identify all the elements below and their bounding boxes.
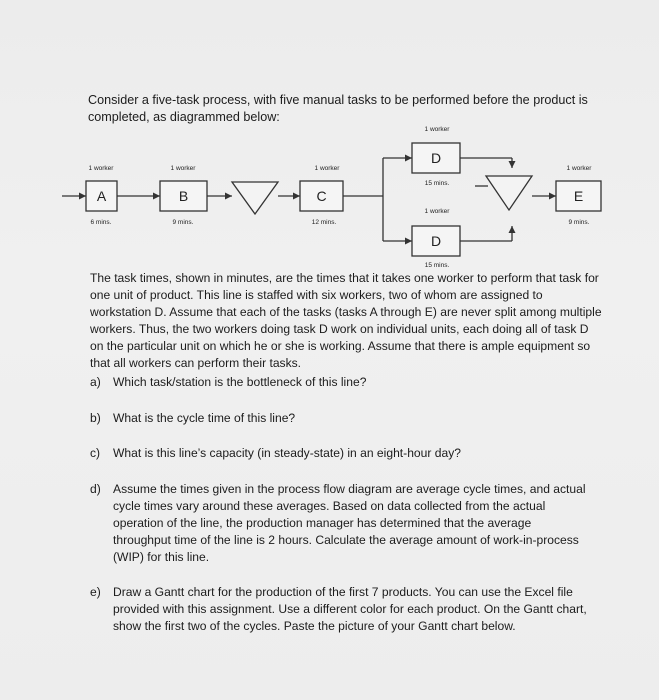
intro-text: Consider a five-task process, with five manual tasks to be performed before the product is completed, as diagrammed below: <box>88 93 588 124</box>
arrowhead-merge-bottom <box>509 226 516 233</box>
question-d-label: d) <box>90 482 101 496</box>
question-d <box>90 481 590 566</box>
question-d-text: Assume the times given in the process flow diagram are average cycle times, and actual cycle times vary around these averages. Based on data collected from the actual operation of the line, the production manager has determined that the average throughput time of the line is 2 hours. Calculate the average amount of work-in-process (WIP) for this line. <box>113 482 586 564</box>
workers-e: 1 worker <box>566 165 592 172</box>
question-a-label: a) <box>90 375 101 389</box>
problem-paragraph: The task times, shown in minutes, are the times that it takes one worker to perform that task for one unit of product. This line is staffed with six workers, two of whom are assigned to workstation D. Assume that each of the tasks (tasks A through E) are never split among multiple workers. Thus, the two workers doing task D work on individual units, each doing all of task D on the particular unit on which he or she is working. Assume that there is ample equipment so that all workers can perform their tasks. <box>90 271 602 370</box>
arrowhead-d-top <box>405 155 412 162</box>
arrowhead-inv1 <box>225 193 232 200</box>
arrowhead-b <box>153 193 160 200</box>
workers-b: 1 worker <box>170 165 196 172</box>
task-label-d-bottom: D <box>430 233 442 249</box>
question-b-text: What is the cycle time of this line? <box>113 411 296 425</box>
question-a-text: Which task/station is the bottleneck of this line? <box>113 375 367 389</box>
workers-c: 1 worker <box>314 165 340 172</box>
time-b: 9 mins. <box>172 219 194 226</box>
question-e <box>90 584 590 635</box>
question-a <box>90 374 590 391</box>
question-c-label: c) <box>90 446 101 460</box>
arrowhead-entry <box>79 193 86 200</box>
task-label-b: B <box>178 188 189 204</box>
arrowhead-e <box>549 193 556 200</box>
arrowhead-merge-top <box>509 161 516 168</box>
time-e: 9 mins. <box>568 219 590 226</box>
question-c <box>90 445 590 462</box>
time-d-top: 15 mins. <box>424 180 450 187</box>
process-flow-diagram <box>0 0 659 280</box>
question-b <box>90 410 590 427</box>
workers-d-top: 1 worker <box>424 126 450 133</box>
time-d-bottom: 15 mins. <box>424 262 450 269</box>
time-a: 6 mins. <box>90 219 112 226</box>
arrowhead-c <box>293 193 300 200</box>
workers-a: 1 worker <box>88 165 114 172</box>
workers-d-bottom: 1 worker <box>424 208 450 215</box>
task-label-e: E <box>573 188 584 204</box>
inventory-triangle-2 <box>486 176 532 210</box>
time-c: 12 mins. <box>311 219 337 226</box>
task-label-d-top: D <box>430 150 442 166</box>
question-b-label: b) <box>90 411 101 425</box>
task-label-a: A <box>96 188 107 204</box>
task-label-c: C <box>316 188 327 204</box>
question-e-text: Draw a Gantt chart for the production of the first 7 products. You can use the Excel file provided with this assignment. Use a different color for each product. On the Gantt chart, show the first two of the cycles. Paste the picture of your Gantt chart below. <box>113 585 587 633</box>
inventory-triangle-1 <box>232 182 278 214</box>
question-c-text: What is this line’s capacity (in steady-state) in an eight-hour day? <box>113 446 461 460</box>
question-e-label: e) <box>90 585 101 599</box>
arrowhead-d-bottom <box>405 238 412 245</box>
